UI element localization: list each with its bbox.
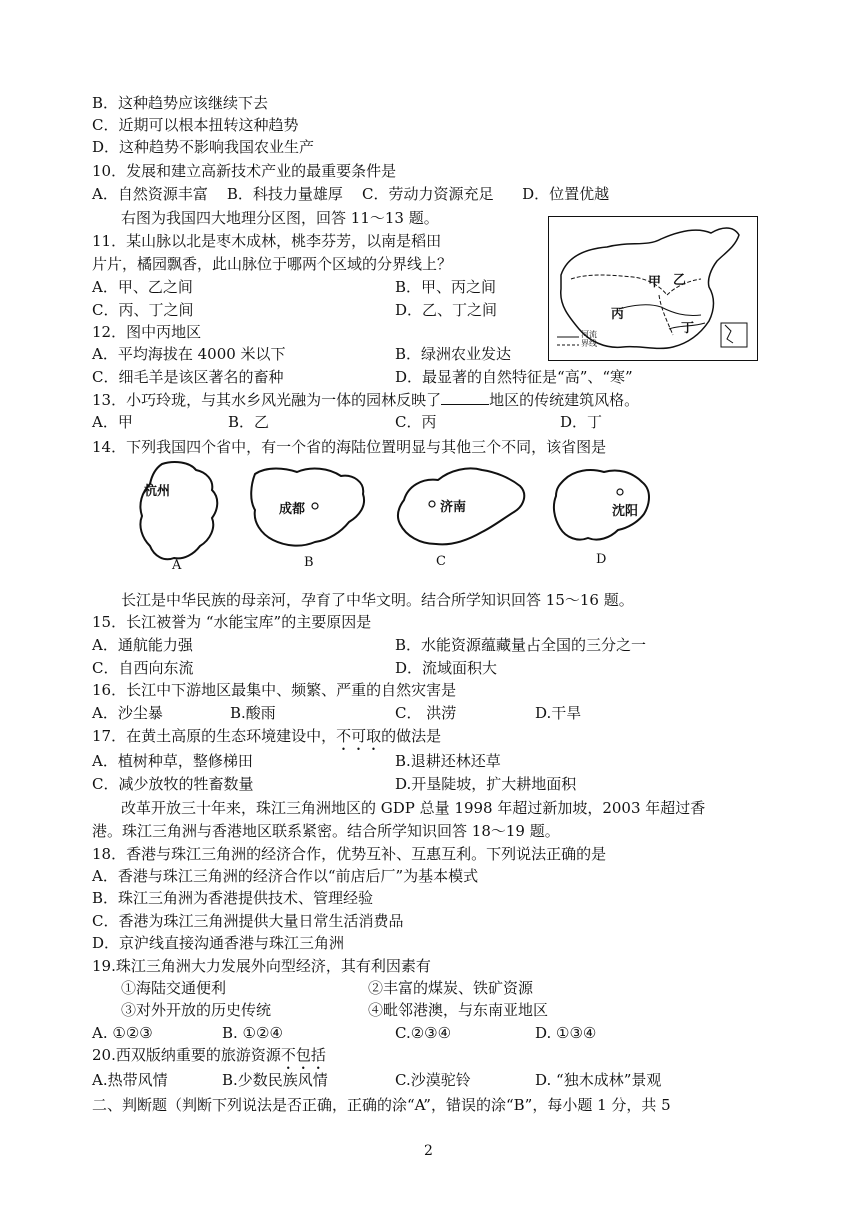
china-regions-map — [548, 216, 758, 361]
intro-18-19-line1: 改革开放三十年来，珠江三角洲地区的 GDP 总量 1998 年超过新加坡，2003 年超过香 — [121, 799, 706, 817]
q13-option-a: A．甲 — [92, 413, 133, 431]
question-11-line1: 11．某山脉以北是枣木成林，桃李芬芳，以南是稻田 — [92, 232, 442, 250]
q13-option-b: B．乙 — [228, 413, 270, 431]
q12-option-a: A．平均海拔在 4000 米以下 — [92, 345, 286, 363]
q19-option-c: C.②③④ — [395, 1024, 452, 1042]
intro-18-19-line2: 港。珠江三角洲与香港地区联系紧密。结合所学知识回答 18～19 题。 — [92, 822, 560, 840]
q19-statement-1: ①海陆交通便利 — [121, 979, 227, 997]
intro-15-16: 长江是中华民族的母亲河，孕育了中华文明。结合所学知识回答 15～16 题。 — [121, 591, 634, 609]
question-11-line2: 片片，橘园飘香，此山脉位于哪两个区域的分界线上？ — [92, 255, 453, 273]
q20-option-d: D. “独木成林”景观 — [535, 1071, 662, 1089]
question-10: 10．发展和建立高新技术产业的最重要条件是 — [92, 162, 397, 180]
question-14: 14．下列我国四个省中，有一个省的海陆位置明显与其他三个不同，该省图是 — [92, 438, 607, 456]
q15-option-d: D．流域面积大 — [395, 659, 498, 677]
city-label-hangzhou: 杭州 — [144, 484, 171, 499]
question-19: 19.珠江三角洲大力发展外向型经济，其有利因素有 — [92, 957, 431, 975]
answer-blank — [441, 390, 489, 405]
q20-option-b: B.少数民族风情 — [222, 1071, 328, 1089]
province-map-a — [134, 458, 224, 568]
province-letter-d: D — [596, 552, 607, 567]
question-18: 18．香港与珠江三角洲的经济合作，优势互补、互惠互利。下列说法正确的是 — [92, 845, 607, 863]
q17-option-a: A．植树种草，整修梯田 — [92, 752, 253, 770]
region-label-jia: 甲 — [648, 275, 662, 290]
city-label-chengdu: 成都 — [279, 502, 306, 517]
q12-option-b: B．绿洲农业发达 — [395, 345, 512, 363]
q20-option-a: A.热带风情 — [92, 1071, 168, 1089]
q15-option-c: C．自西向东流 — [92, 659, 194, 677]
q18-option-a: A．香港与珠江三角洲的经济合作以“前店后厂”为基本模式 — [92, 867, 479, 885]
q17-option-d: D.开垦陡坡，扩大耕地面积 — [395, 775, 577, 793]
q19-statement-3: ③对外开放的历史传统 — [121, 1001, 272, 1019]
option-d-line: D．这种趋势不影响我国农业生产 — [92, 138, 315, 156]
q12-option-c: C．细毛羊是该区著名的畜种 — [92, 368, 284, 386]
q18-option-c: C．香港为珠江三角洲提供大量日常生活消费品 — [92, 912, 404, 930]
q19-statement-2: ②丰富的煤炭、铁矿资源 — [368, 979, 534, 997]
question-13: 13．小巧玲珑，与其水乡风光融为一体的园林反映了 地区的传统建筑风格。 — [92, 391, 640, 409]
q17-option-b: B.退耕还林还草 — [395, 752, 501, 770]
q17-option-c: C．减少放牧的牲畜数量 — [92, 775, 254, 793]
legend-river: 河流 — [581, 330, 597, 339]
option-c-line: C．近期可以根本扭转这种趋势 — [92, 116, 299, 134]
q19-statement-4: ④毗邻港澳，与东南亚地区 — [368, 1001, 549, 1019]
q18-option-b: B．珠江三角洲为香港提供技术、管理经验 — [92, 889, 374, 907]
q19-option-d: D. ①③④ — [535, 1024, 597, 1042]
q15-option-a: A．通航能力强 — [92, 636, 193, 654]
legend-boundary: 界线 — [581, 339, 597, 348]
q13-option-d: D．丁 — [560, 413, 603, 431]
province-map-d — [548, 460, 656, 552]
q19-option-b: B. ①②④ — [222, 1024, 283, 1042]
city-label-shenyang: 沈阳 — [612, 504, 639, 519]
q15-option-b: B．水能资源蕴藏量占全国的三分之一 — [395, 636, 647, 654]
q11-option-c: C．丙、丁之间 — [92, 301, 194, 319]
q11-option-a: A．甲、乙之间 — [92, 278, 193, 296]
q20-option-c: C.沙漠驼铃 — [395, 1071, 471, 1089]
question-20: 20.西双版纳重要的旅游资源不包括 — [92, 1046, 326, 1064]
section-2-heading: 二、判断题（判断下列说法是否正确，正确的涂“A”，错误的涂“B”，每小题 1 分，共 5 — [92, 1096, 671, 1114]
q16-option-d: D.干旱 — [535, 704, 582, 722]
question-10-options: A．自然资源丰富 B．科技力量雄厚 C．劳动力资源充足 D．位置优越 — [92, 185, 610, 203]
q11-option-d: D．乙、丁之间 — [395, 301, 498, 319]
province-letter-b: B — [304, 555, 314, 570]
q19-option-a: A. ①②③ — [92, 1024, 153, 1042]
q16-option-b: B.酸雨 — [230, 704, 276, 722]
option-b-line: B．这种趋势应该继续下去 — [92, 94, 269, 112]
city-label-jinan: 济南 — [440, 500, 467, 515]
province-letter-c: C — [436, 554, 446, 569]
question-12: 12．图中丙地区 — [92, 323, 202, 341]
q16-option-c: C． 洪涝 — [395, 704, 457, 722]
province-map-b — [245, 462, 371, 554]
question-15: 15．长江被誉为 “水能宝库”的主要原因是 — [92, 613, 372, 631]
intro-11-13: 右图为我国四大地理分区图，回答 11～13 题。 — [121, 209, 439, 227]
q18-option-d: D．京沪线直接沟通香港与珠江三角洲 — [92, 934, 345, 952]
province-map-c — [390, 460, 530, 552]
q12-option-d: D．最显著的自然特征是“高”、“寒” — [395, 368, 633, 386]
q11-option-b: B．甲、丙之间 — [395, 278, 497, 296]
question-16: 16．长江中下游地区最集中、频繁、严重的自然灾害是 — [92, 681, 457, 699]
q16-option-a: A．沙尘暴 — [92, 704, 163, 722]
region-label-yi: 乙 — [673, 273, 687, 288]
region-label-ding: 丁 — [681, 321, 695, 336]
province-letter-a: A — [172, 558, 182, 573]
question-17: 17．在黄土高原的生态环境建设中，不可取的做法是 — [92, 727, 442, 745]
region-label-bing: 丙 — [611, 307, 625, 322]
page-number: 2 — [424, 1143, 433, 1159]
q13-option-c: C．丙 — [395, 413, 437, 431]
